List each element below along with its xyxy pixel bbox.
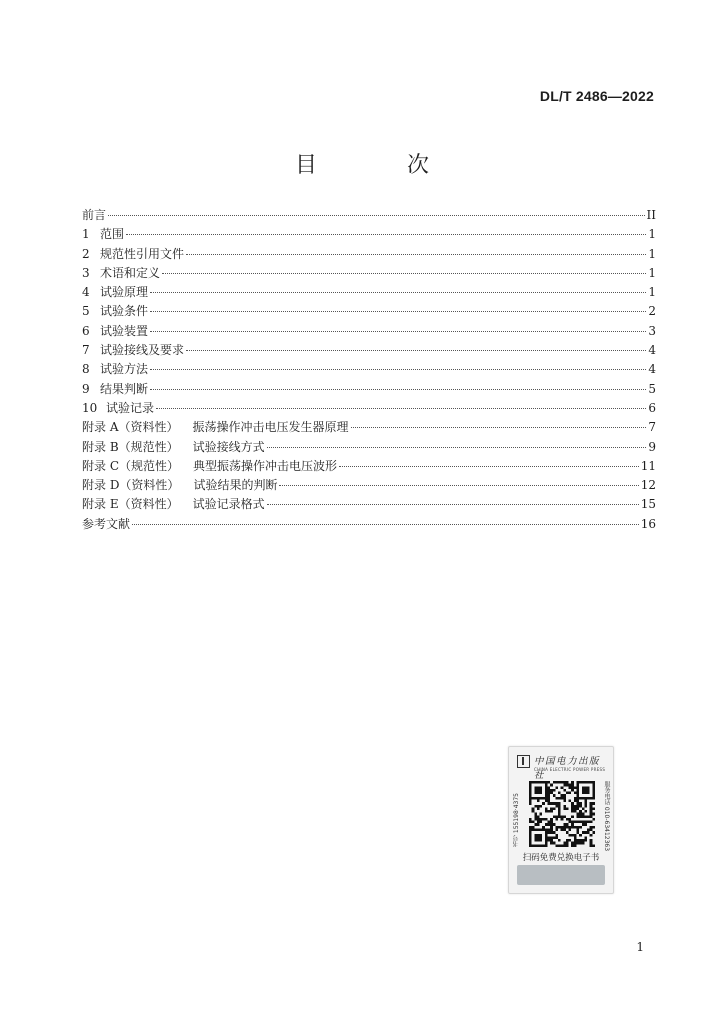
dot-leader — [186, 254, 646, 255]
qr-sticker — [508, 746, 614, 894]
toc-entry-number: 7 — [82, 343, 90, 358]
toc-entry-number: 6 — [82, 323, 90, 338]
toc-entry-title: 试验方法 — [100, 362, 149, 377]
toc-entry-title: 前言 — [82, 208, 107, 222]
toc-entry-label — [100, 380, 148, 399]
toc-entry-page: II — [646, 208, 656, 222]
book-number: 书号 155198·4375 — [513, 793, 520, 847]
toc-entry-label — [82, 438, 265, 457]
toc-entry-page: 16 — [640, 516, 656, 531]
publisher-header — [517, 753, 607, 779]
toc-entry-title: 试验条件 — [100, 304, 149, 319]
toc-entry-title: 试验装置 — [100, 323, 149, 338]
toc-entry-label — [82, 476, 277, 495]
toc-entry-number: 5 — [82, 304, 90, 319]
toc-entry[interactable] — [82, 418, 656, 437]
toc-entry-label — [82, 457, 337, 476]
toc-entry[interactable] — [82, 438, 656, 457]
toc-entry-page: 15 — [640, 497, 656, 512]
dot-leader — [186, 350, 646, 351]
toc-entry-page: 12 — [640, 478, 656, 493]
dot-leader — [351, 427, 647, 428]
toc-entry-title: 试验原理 — [100, 285, 149, 300]
toc-entry-subtitle: 典型振荡操作冲击电压波形 — [193, 458, 338, 473]
toc-entry[interactable] — [82, 457, 656, 476]
toc-entry[interactable] — [82, 341, 656, 360]
table-of-contents — [82, 206, 656, 534]
toc-entry-title: 试验接线及要求 — [100, 343, 185, 358]
dot-leader — [126, 234, 646, 235]
standard-code: DL/T 2486—2022 — [539, 88, 654, 104]
toc-entry[interactable] — [82, 380, 656, 399]
toc-entry-page: 11 — [640, 458, 656, 473]
toc-entry-subtitle: 振荡操作冲击电压发生器原理 — [192, 420, 349, 435]
qr-code-icon[interactable] — [529, 781, 595, 847]
toc-entry-title: 范围 — [100, 227, 125, 242]
toc-entry-label — [106, 399, 154, 418]
toc-entry-page: 2 — [648, 304, 656, 319]
dot-leader — [150, 311, 646, 312]
publisher-name-en: CHINA ELECTRIC POWER PRESS — [534, 767, 606, 772]
toc-entry-subtitle: 试验接线方式 — [192, 439, 265, 454]
toc-entry[interactable] — [82, 399, 656, 418]
toc-entry-title: 规范性引用文件 — [100, 246, 185, 261]
toc-entry-title: 参考文献 — [82, 516, 131, 531]
dot-leader — [108, 215, 645, 216]
toc-entry-title: 结果判断 — [100, 381, 149, 396]
toc-entry-number: 4 — [82, 285, 90, 300]
toc-entry[interactable] — [82, 264, 656, 283]
sticker-caption: 扫码免费兑换电子书 — [522, 853, 600, 863]
toc-entry-number: 2 — [82, 246, 90, 261]
toc-entry-title: 附录 A（资料性） — [82, 420, 179, 435]
dot-leader — [267, 504, 639, 505]
toc-entry-label — [100, 283, 148, 302]
toc-entry-page: 5 — [648, 381, 656, 396]
toc-entry-number: 10 — [82, 400, 98, 415]
dot-leader — [162, 273, 646, 274]
toc-entry-page: 1 — [648, 227, 656, 242]
toc-entry-page: 4 — [648, 343, 656, 358]
toc-entry-label — [100, 225, 124, 244]
toc-entry[interactable] — [82, 476, 656, 495]
page-number: 1 — [636, 940, 644, 954]
toc-entry-number: 9 — [82, 381, 90, 396]
publisher-logo-icon — [517, 755, 530, 768]
toc-entry[interactable] — [82, 206, 656, 225]
toc-entry-title: 试验记录 — [106, 400, 155, 415]
toc-entry-label — [100, 360, 148, 379]
toc-entry[interactable] — [82, 302, 656, 321]
toc-entry-subtitle: 试验结果的判断 — [193, 478, 278, 493]
toc-entry[interactable] — [82, 245, 656, 264]
toc-entry-label — [100, 341, 184, 360]
dot-leader — [156, 408, 646, 409]
toc-entry-page: 6 — [648, 400, 656, 415]
publisher-name: 中国电力出版社 — [534, 756, 601, 781]
toc-entry-page: 7 — [648, 420, 656, 435]
toc-entry-page: 1 — [648, 246, 656, 261]
dot-leader — [150, 389, 646, 390]
toc-entry[interactable] — [82, 360, 656, 379]
toc-entry[interactable] — [82, 225, 656, 244]
dot-leader — [150, 331, 646, 332]
toc-entry-subtitle: 试验记录格式 — [192, 497, 265, 512]
scratch-off-code[interactable] — [517, 865, 605, 885]
dot-leader — [267, 447, 646, 448]
dot-leader — [150, 369, 646, 370]
toc-entry-title: 术语和定义 — [100, 265, 161, 280]
toc-entry-page: 3 — [648, 323, 656, 338]
toc-entry-label — [100, 302, 148, 321]
toc-entry[interactable] — [82, 495, 656, 514]
toc-entry-title: 附录 D（资料性） — [82, 478, 180, 493]
toc-entry[interactable] — [82, 322, 656, 341]
toc-entry[interactable] — [82, 283, 656, 302]
toc-entry-label — [82, 515, 130, 534]
toc-entry-page: 1 — [648, 265, 656, 280]
toc-entry-title: 附录 C（规范性） — [82, 458, 179, 473]
toc-entry-page: 1 — [648, 285, 656, 300]
toc-entry-page: 4 — [648, 362, 656, 377]
dot-leader — [339, 466, 639, 467]
dot-leader — [279, 485, 638, 486]
toc-entry-label — [82, 206, 106, 225]
toc-entry-page: 9 — [648, 439, 656, 454]
toc-entry-number: 8 — [82, 362, 90, 377]
toc-entry-label — [100, 322, 148, 341]
toc-title: 目 次 — [294, 153, 463, 178]
toc-entry-label — [82, 495, 265, 514]
service-phone: 服务电话 010-63412363 — [603, 781, 610, 852]
dot-leader — [150, 292, 646, 293]
toc-entry-label — [100, 245, 184, 264]
toc-entry-number: 3 — [82, 265, 90, 280]
toc-entry-title: 附录 B（规范性） — [82, 439, 179, 454]
toc-entry-number: 1 — [82, 227, 90, 242]
toc-entry[interactable] — [82, 515, 656, 534]
toc-entry-label — [100, 264, 160, 283]
toc-entry-title: 附录 E（资料性） — [82, 497, 179, 512]
toc-entry-label — [82, 418, 349, 437]
dot-leader — [132, 524, 639, 525]
